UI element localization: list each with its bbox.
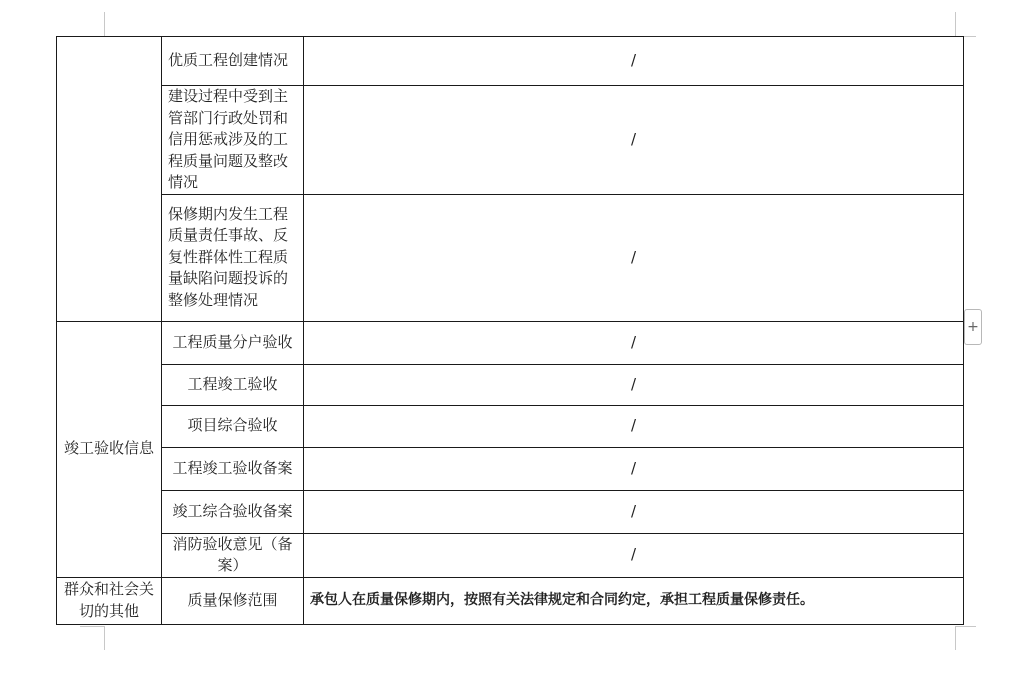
item-cell[interactable]: 优质工程创建情况 — [162, 37, 304, 86]
table-row — [57, 447, 964, 490]
crop-mark — [955, 12, 956, 36]
item-cell[interactable]: 质量保修范围 — [162, 577, 304, 624]
info-table — [56, 36, 964, 625]
table-row — [57, 490, 964, 533]
section-cell-public[interactable]: 群众和社会关切的其他 — [57, 577, 162, 624]
table-row — [57, 194, 964, 321]
value-cell[interactable]: / — [304, 321, 964, 364]
table-row — [57, 405, 964, 447]
value-cell[interactable]: / — [304, 405, 964, 447]
crop-mark — [80, 626, 104, 627]
section-cell-empty[interactable] — [57, 37, 162, 322]
table-row — [57, 86, 964, 195]
table-row — [57, 533, 964, 577]
item-cell[interactable]: 项目综合验收 — [162, 405, 304, 447]
value-cell[interactable]: / — [304, 37, 964, 86]
crop-mark — [104, 626, 105, 650]
table-row — [57, 37, 964, 86]
value-cell[interactable]: / — [304, 490, 964, 533]
item-cell[interactable]: 消防验收意见（备案） — [162, 533, 304, 577]
item-cell[interactable]: 工程竣工验收备案 — [162, 447, 304, 490]
value-cell[interactable]: / — [304, 533, 964, 577]
item-cell[interactable]: 建设过程中受到主管部门行政处罚和信用惩戒涉及的工程质量问题及整改情况 — [162, 86, 304, 195]
table-row — [57, 364, 964, 405]
crop-mark — [955, 626, 956, 650]
item-cell[interactable]: 竣工综合验收备案 — [162, 490, 304, 533]
crop-mark — [104, 12, 105, 36]
value-cell[interactable]: 承包人在质量保修期内，按照有关法律规定和合同约定，承担工程质量保修责任。 — [304, 577, 964, 624]
table-row — [57, 321, 964, 364]
table-row — [57, 577, 964, 624]
item-cell[interactable]: 保修期内发生工程质量责任事故、反复性群体性工程质量缺陷问题投诉的整修处理情况 — [162, 194, 304, 321]
section-cell-acceptance[interactable]: 竣工验收信息 — [57, 321, 162, 577]
add-row-button[interactable]: + — [964, 309, 982, 345]
crop-mark — [956, 626, 976, 627]
value-cell[interactable]: / — [304, 364, 964, 405]
item-cell[interactable]: 工程竣工验收 — [162, 364, 304, 405]
item-cell[interactable]: 工程质量分户验收 — [162, 321, 304, 364]
value-cell[interactable]: / — [304, 447, 964, 490]
value-cell[interactable]: / — [304, 194, 964, 321]
value-cell[interactable]: / — [304, 86, 964, 195]
